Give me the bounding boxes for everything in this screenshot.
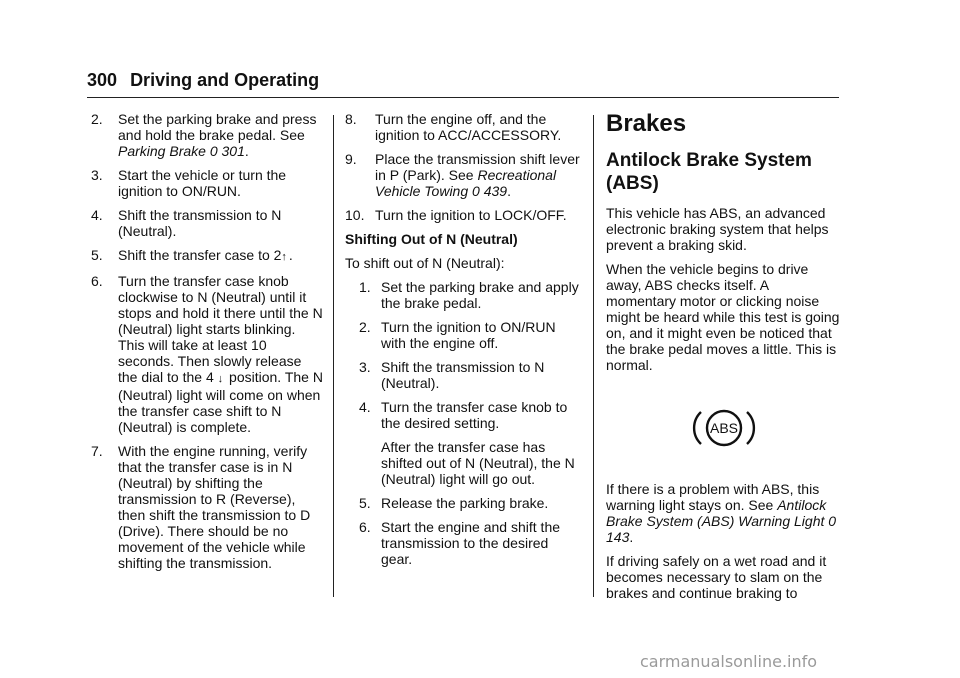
item-text-body: position. The N (Neutral) light will come on when the transfer case shift to N (Neutral) is complete. bbox=[118, 369, 323, 435]
ref-page: 301 bbox=[221, 143, 245, 159]
page-number: 300 bbox=[87, 70, 118, 90]
item-number: 1. bbox=[359, 279, 371, 295]
item-number: 2. bbox=[91, 111, 103, 127]
abs-warning-icon bbox=[692, 404, 756, 452]
item-text-body: Set the parking brake and press and hold the brake pedal. See bbox=[118, 111, 317, 143]
arrow-down-icon: ↓ bbox=[217, 373, 224, 385]
subheading: Shifting Out of N (Neutral) bbox=[345, 231, 518, 247]
paragraph: If driving safely on a wet road and it becomes necessary to slam on the brakes and continue braking to bbox=[606, 553, 827, 601]
page-header bbox=[87, 70, 839, 91]
item-text bbox=[375, 151, 580, 199]
item-text-body: Turn the transfer case knob to the desired setting. bbox=[381, 399, 568, 431]
item-text-body: Place the transmission shift lever in P (Park). See bbox=[375, 151, 580, 183]
item-number: 6. bbox=[359, 519, 371, 535]
item-text-body: Turn the transfer case knob clockwise to N (Neutral) until it stops and hold it there until the N (Neutral) light starts blinking. This will take at least 10 seconds. Then slowly release the dial to the 4 bbox=[118, 273, 323, 385]
list-item bbox=[359, 495, 580, 511]
punctuation: . bbox=[244, 143, 249, 159]
column-2 bbox=[345, 111, 580, 575]
item-note: After the transfer case has shifted out of N (Neutral), the N (Neutral) light will go out. bbox=[381, 439, 575, 487]
abs-warning-symbol bbox=[606, 383, 842, 473]
column-divider-1 bbox=[333, 115, 334, 597]
item-text: Set the parking brake and apply the brake pedal. bbox=[381, 279, 579, 311]
item-text: Turn the engine off, and the ignition to ACC/ACCESSORY. bbox=[375, 111, 562, 143]
ref-page: 143 bbox=[606, 529, 630, 545]
item-number: 4. bbox=[359, 399, 371, 415]
item-text: Turn the ignition to LOCK/OFF. bbox=[375, 207, 567, 223]
item-number: 8. bbox=[345, 111, 357, 127]
list-item bbox=[91, 167, 323, 199]
arrow-up-icon: ↑ bbox=[281, 251, 287, 263]
item-number: 7. bbox=[91, 443, 103, 459]
item-text: Start the engine and shift the transmission to the desired gear. bbox=[381, 519, 561, 567]
punctuation: . bbox=[507, 183, 511, 199]
item-text: Release the parking brake. bbox=[381, 495, 549, 511]
item-text: With the engine running, verify that the transfer case is in N (Neutral) by shifting the transmission to R (Reverse), then shift the transmission to D (Drive). There should be no movement of the vehicle while shifting the transmission. bbox=[118, 443, 311, 571]
item-number: 4. bbox=[91, 207, 103, 223]
list-item bbox=[345, 111, 580, 143]
item-text bbox=[118, 273, 323, 435]
list-item bbox=[359, 399, 580, 487]
item-number: 10. bbox=[345, 207, 365, 223]
item-number: 9. bbox=[345, 151, 357, 167]
list-item bbox=[359, 279, 580, 311]
item-number: 5. bbox=[91, 247, 103, 263]
paragraph-text: If there is a problem with ABS, this warning light stays on. See bbox=[606, 481, 820, 513]
watermark: carmanualsonline.info bbox=[640, 652, 818, 671]
item-number: 3. bbox=[359, 359, 371, 375]
list-item bbox=[91, 111, 323, 159]
section-title: Driving and Operating bbox=[130, 70, 320, 90]
list-item bbox=[91, 273, 323, 435]
item-text bbox=[118, 111, 323, 159]
list-item bbox=[91, 207, 323, 239]
list-item bbox=[359, 359, 580, 391]
intro-text: To shift out of N (Neutral): bbox=[345, 255, 505, 271]
item-text: Shift the transmission to N (Neutral). bbox=[381, 359, 545, 391]
paragraph bbox=[606, 481, 842, 545]
paragraph: When the vehicle begins to drive away, ABS checks itself. A momentary motor or clicking noise might be heard while this test is going on, and it might even be noticed that the brake pedal moves a little. This is normal. bbox=[606, 261, 840, 373]
cross-reference-link[interactable]: Antilock Brake System (ABS) Warning Light bbox=[606, 497, 827, 529]
punctuation: . bbox=[288, 247, 293, 263]
list-item bbox=[91, 443, 323, 571]
section-heading: Brakes bbox=[606, 110, 687, 137]
column-3 bbox=[606, 111, 842, 609]
cross-reference-link[interactable]: Parking Brake bbox=[118, 143, 206, 159]
item-number: 2. bbox=[359, 319, 371, 335]
item-text: Turn the ignition to ON/RUN with the engine off. bbox=[381, 319, 556, 351]
ref-symbol: 0 bbox=[209, 143, 218, 159]
item-text-body: Shift the transfer case to 2 bbox=[118, 247, 282, 263]
cross-reference-link[interactable]: Recreational Vehicle Towing bbox=[375, 167, 557, 199]
list-item bbox=[91, 247, 323, 265]
item-text: Start the vehicle or turn the ignition to ON/RUN. bbox=[118, 167, 287, 199]
item-text bbox=[118, 247, 323, 265]
list-item bbox=[359, 319, 580, 351]
subsection-heading: Antilock Brake System (ABS) bbox=[606, 150, 812, 194]
list-item bbox=[345, 207, 580, 223]
list-item bbox=[345, 151, 580, 199]
column-divider-2 bbox=[593, 115, 594, 597]
paragraph: This vehicle has ABS, an advanced electronic braking system that helps prevent a braking skid. bbox=[606, 205, 829, 253]
steps-list bbox=[345, 279, 580, 567]
item-number: 3. bbox=[91, 167, 103, 183]
abs-label: ABS bbox=[709, 420, 739, 436]
punctuation: . bbox=[629, 529, 634, 545]
item-text bbox=[381, 399, 580, 487]
item-number: 5. bbox=[359, 495, 371, 511]
item-text: Shift the transmission to N (Neutral). bbox=[118, 207, 282, 239]
ref-symbol: 0 bbox=[828, 513, 837, 529]
item-number: 6. bbox=[91, 273, 103, 289]
list-item bbox=[359, 519, 580, 567]
column-1 bbox=[91, 111, 323, 579]
header-rule bbox=[87, 97, 839, 98]
page-reference[interactable] bbox=[210, 143, 245, 159]
page-reference[interactable] bbox=[472, 183, 507, 199]
ref-page: 439 bbox=[483, 183, 508, 199]
ref-symbol: 0 bbox=[472, 183, 480, 199]
